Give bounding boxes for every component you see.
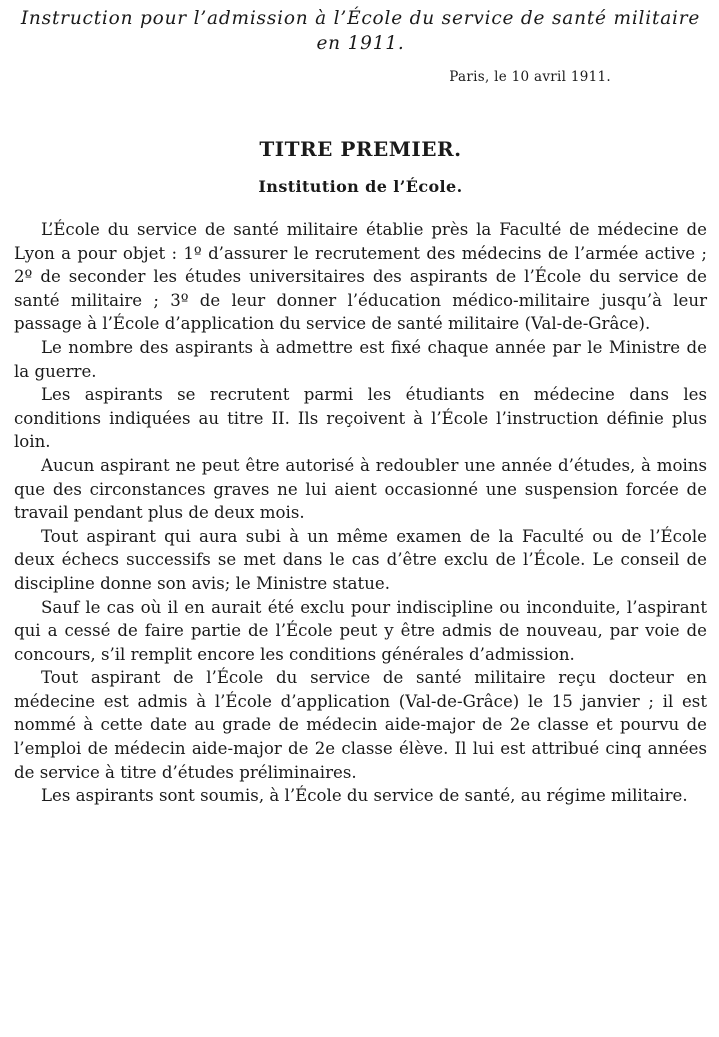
paragraph-2: Le nombre des aspirants à admettre est fixé chaque année par le Ministre de la guerre.	[14, 337, 707, 381]
header-title-line-1: Instruction pour l’admission à l’École du service de santé militaire	[20, 8, 701, 29]
header-title-line-2: en 1911.	[316, 33, 405, 54]
header-title	[14, 6, 707, 56]
paragraph-8: Les aspirants sont soumis, à l’École du service de santé, au régime militaire.	[41, 786, 688, 806]
paragraph-6: Sauf le cas où il en aurait été exclu pour indiscipline ou inconduite, l’aspirant qui a cessé de faire partie de l’École peut y être admis de nouveau, par voie de concours, s’il remplit encore les conditions générales d’admission.	[14, 597, 707, 664]
body-text	[14, 218, 707, 808]
paragraph-3: Les aspirants se recrutent parmi les étudiants en médecine dans les conditions indiquées au titre II. Ils reçoivent à l’École l’instruction définie plus loin.	[14, 385, 707, 452]
paragraph-4: Aucun aspirant ne peut être autorisé à redoubler une année d’études, à moins que des circonstances graves ne lui aient occasionné une suspension forcée de travail pendant plus de deux mois.	[14, 455, 707, 523]
header-date: Paris, le 10 avril 1911.	[449, 69, 611, 85]
paragraph-1: L’École du service de santé militaire établie près la Faculté de médecine de Lyon a pour objet : 1º d’assurer le recrutement des médecins de l’armée active ; 2º de seconder les études universitaires des aspirants de l’École du service de santé militaire ; 3º de leur donner l’éducation médico-militaire jusqu’à leur passage à l’École d’application du service de santé militaire (Val-de-Grâce).	[14, 220, 707, 334]
section-subtitle: Institution de l’École.	[258, 177, 463, 196]
document-header	[14, 6, 707, 86]
section-title: TITRE PREMIER.	[259, 137, 462, 161]
paragraph-5: Tout aspirant qui aura subi à un même examen de la Faculté ou de l’École deux échecs successifs se met dans le cas d’être exclu de l’École. Le conseil de discipline donne son avis; le Ministre statue.	[14, 526, 707, 593]
paragraph-7: Tout aspirant de l’École du service de santé militaire reçu docteur en médecine est admis à l’École d’application (Val-de-Grâce) le 15 janvier ; il est nommé à cette date au grade de médecin aide-major de 2e classe et pourvu de l’emploi de médecin aide-major de 2e classe élève. Il lui est attribué cinq années de service à titre d’études préliminaires.	[14, 668, 707, 782]
